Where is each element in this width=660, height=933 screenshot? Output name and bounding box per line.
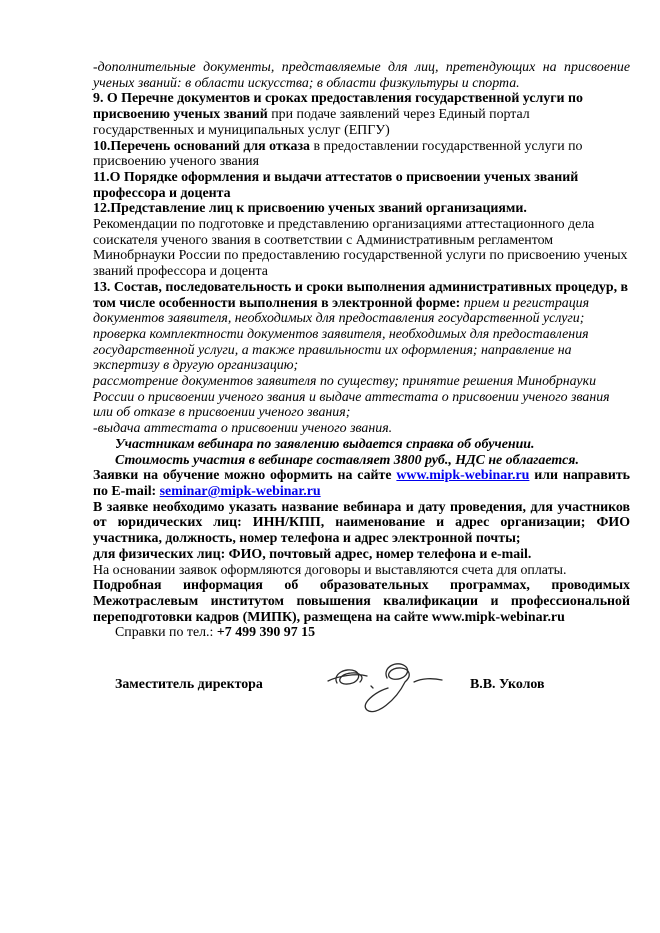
item-9-heading: 9. О Перечне документов и сроках предоставления государственной услуги по присвоению ученых званий <box>93 91 583 123</box>
email-link[interactable]: seminar@mipk-webinar.ru <box>159 483 321 499</box>
item-12-heading: 12.Представление лиц к присвоению ученых званий организациями. <box>93 201 527 217</box>
paragraph-item-10 <box>93 139 630 170</box>
item-10-text: в предоставлении государственной услуги по присвоению ученого звания <box>93 138 583 170</box>
paragraph-phone <box>93 625 630 641</box>
certificate-note-text: Участникам вебинара по заявлению выдается справка об обучении. <box>115 436 535 452</box>
paragraph-more-info <box>93 578 630 625</box>
signatory-title: Заместитель директора <box>115 677 263 693</box>
item-9-text: при подаче заявлений через Единый портал государственных и муниципальных услуг (ЕПГУ) <box>93 107 530 138</box>
signatory-name: В.В. Уколов <box>470 677 545 693</box>
individuals-requirements-text: для физических лиц: ФИО, почтовый адрес, номер телефона и e-mail. <box>93 546 532 562</box>
handwritten-signature-icon <box>321 659 453 730</box>
website-link[interactable]: www.mipk-webinar.ru <box>396 468 530 484</box>
paragraph-item-12-body <box>93 217 630 280</box>
paragraph-item-11 <box>93 170 630 201</box>
paragraph-application <box>93 468 630 499</box>
paragraph-additional-documents <box>93 60 630 91</box>
paragraph-item-13 <box>93 280 630 374</box>
phone-label: Справки по тел.: <box>115 625 217 641</box>
price-note-text: Стоимость участия в вебинаре составляет 3800 руб., НДС не облагается. <box>115 452 579 468</box>
application-mid-text: или направить по E-mail: <box>93 468 631 499</box>
application-lead-text: Заявки на обучение можно оформить на сайте <box>93 468 397 484</box>
paragraph-contracts <box>93 563 630 579</box>
paragraph-certificate-note <box>93 437 630 453</box>
item-13-issuance-text: -выдача аттестата о присвоении ученого звания. <box>93 421 393 437</box>
item-11-heading: 11.О Порядке оформления и выдачи аттестатов о присвоении ученых званий профессора и доцента <box>93 169 579 201</box>
item-10-heading: 10.Перечень оснований для отказа <box>93 138 310 154</box>
paragraph-item-12-heading <box>93 201 630 217</box>
more-info-text: Подробная информация об образовательных программах, проводимых Межотраслевым институтом повышения квалификации и профессиональной переподготовки кадров (МИПК), размещена на сайте www.mipk-webinar.ru <box>93 578 630 625</box>
paragraph-application-requirements <box>93 500 630 547</box>
paragraph-price-note <box>93 453 630 469</box>
paragraph-individuals-requirements <box>93 547 630 563</box>
item-12-text: Рекомендации по подготовке и представлению организациями аттестационного дела соискателя ученого звания в соответствии с Административным регламентом Минобрнауки России по предоставлению государственной услуги по присвоению ученых званий профессора и доцента <box>93 217 628 280</box>
paragraph-item-9 <box>93 91 630 138</box>
phone-number: +7 499 390 97 15 <box>216 625 316 641</box>
document-body <box>93 60 630 735</box>
signature-block <box>93 665 630 735</box>
paragraph-item-13-continued <box>93 374 630 421</box>
paragraph-item-13-issuance <box>93 421 630 437</box>
item-13-decision-text: рассмотрение документов заявителя по существу; принятие решения Минобрнауки России о присвоении ученого звания и выдаче аттестата о присвоении ученого звания или об отказе в присвоении ученого звания; <box>93 374 610 421</box>
item-13-procedures-text: прием и регистрация документов заявителя, необходимых для предоставления государственной услуги; проверка комплектности документов заявителя, необходимых для предоставления государственной услуги, а также правильности их оформления; направление на экспертизу в другую организацию; <box>93 295 590 374</box>
contracts-text: На основании заявок оформляются договоры и выставляются счета для оплаты. <box>93 562 567 578</box>
application-requirements-text: В заявке необходимо указать название вебинара и дату проведения, для участников от юридических лиц: ИНН/КПП, наименование и адрес организации; ФИО участника, должность, номер телефона и адрес электронной почты; <box>93 499 630 547</box>
item-13-heading: 13. Состав, последовательность и сроки выполнения административных процедур, в том числе особенности выполнения в электронной форме: <box>93 279 629 311</box>
additional-documents-text: -дополнительные документы, представляемые для лиц, претендующих на присвоение ученых званий: в области искусства; в области физкультуры и спорта. <box>93 60 630 91</box>
